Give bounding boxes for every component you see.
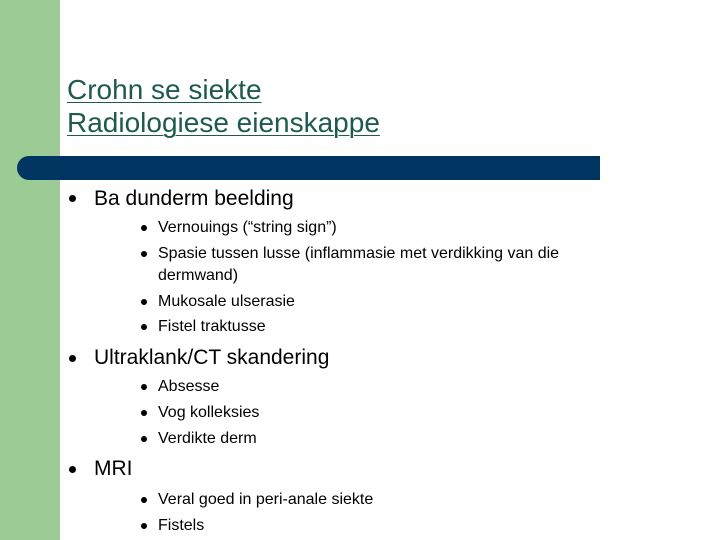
- list-item: Vog kolleksies: [158, 404, 260, 421]
- title-line-1: Crohn se siekte: [67, 74, 262, 105]
- list-item: Mukosale ulserasie: [158, 293, 295, 310]
- bullet-dot: [69, 355, 76, 362]
- section-heading-ba-dunderm: Ba dunderm beelding: [94, 187, 294, 210]
- bullet-dot: [141, 225, 147, 231]
- list-item: Verdikte derm: [158, 430, 257, 447]
- bullet-dot: [141, 324, 147, 330]
- list-item: Vernouings (“string sign”): [158, 219, 337, 236]
- section-heading-mri: MRI: [94, 457, 133, 480]
- bullet-dot: [141, 436, 147, 442]
- bullet-dot: [69, 466, 76, 473]
- bullet-dot: [141, 384, 147, 390]
- bullet-dot: [141, 497, 147, 503]
- list-item: Fistels: [158, 517, 205, 534]
- list-item: Veral goed in peri-anale siekte: [158, 491, 374, 508]
- bullet-dot: [141, 251, 147, 257]
- bullet-dot: [141, 410, 147, 416]
- title-line-2: Radiologiese eienskappe: [67, 107, 380, 138]
- list-item: Spasie tussen lusse (inflammasie met verdikking van die: [158, 245, 560, 262]
- section-heading-ultraklank: Ultraklank/CT skandering: [94, 346, 330, 369]
- bullet-dot: [69, 195, 76, 202]
- list-item: Fistel traktusse: [158, 318, 266, 335]
- bullet-dot: [141, 523, 147, 529]
- list-item: Absesse: [158, 378, 220, 395]
- bullet-dot: [141, 299, 147, 305]
- list-item-continuation: dermwand): [158, 267, 239, 284]
